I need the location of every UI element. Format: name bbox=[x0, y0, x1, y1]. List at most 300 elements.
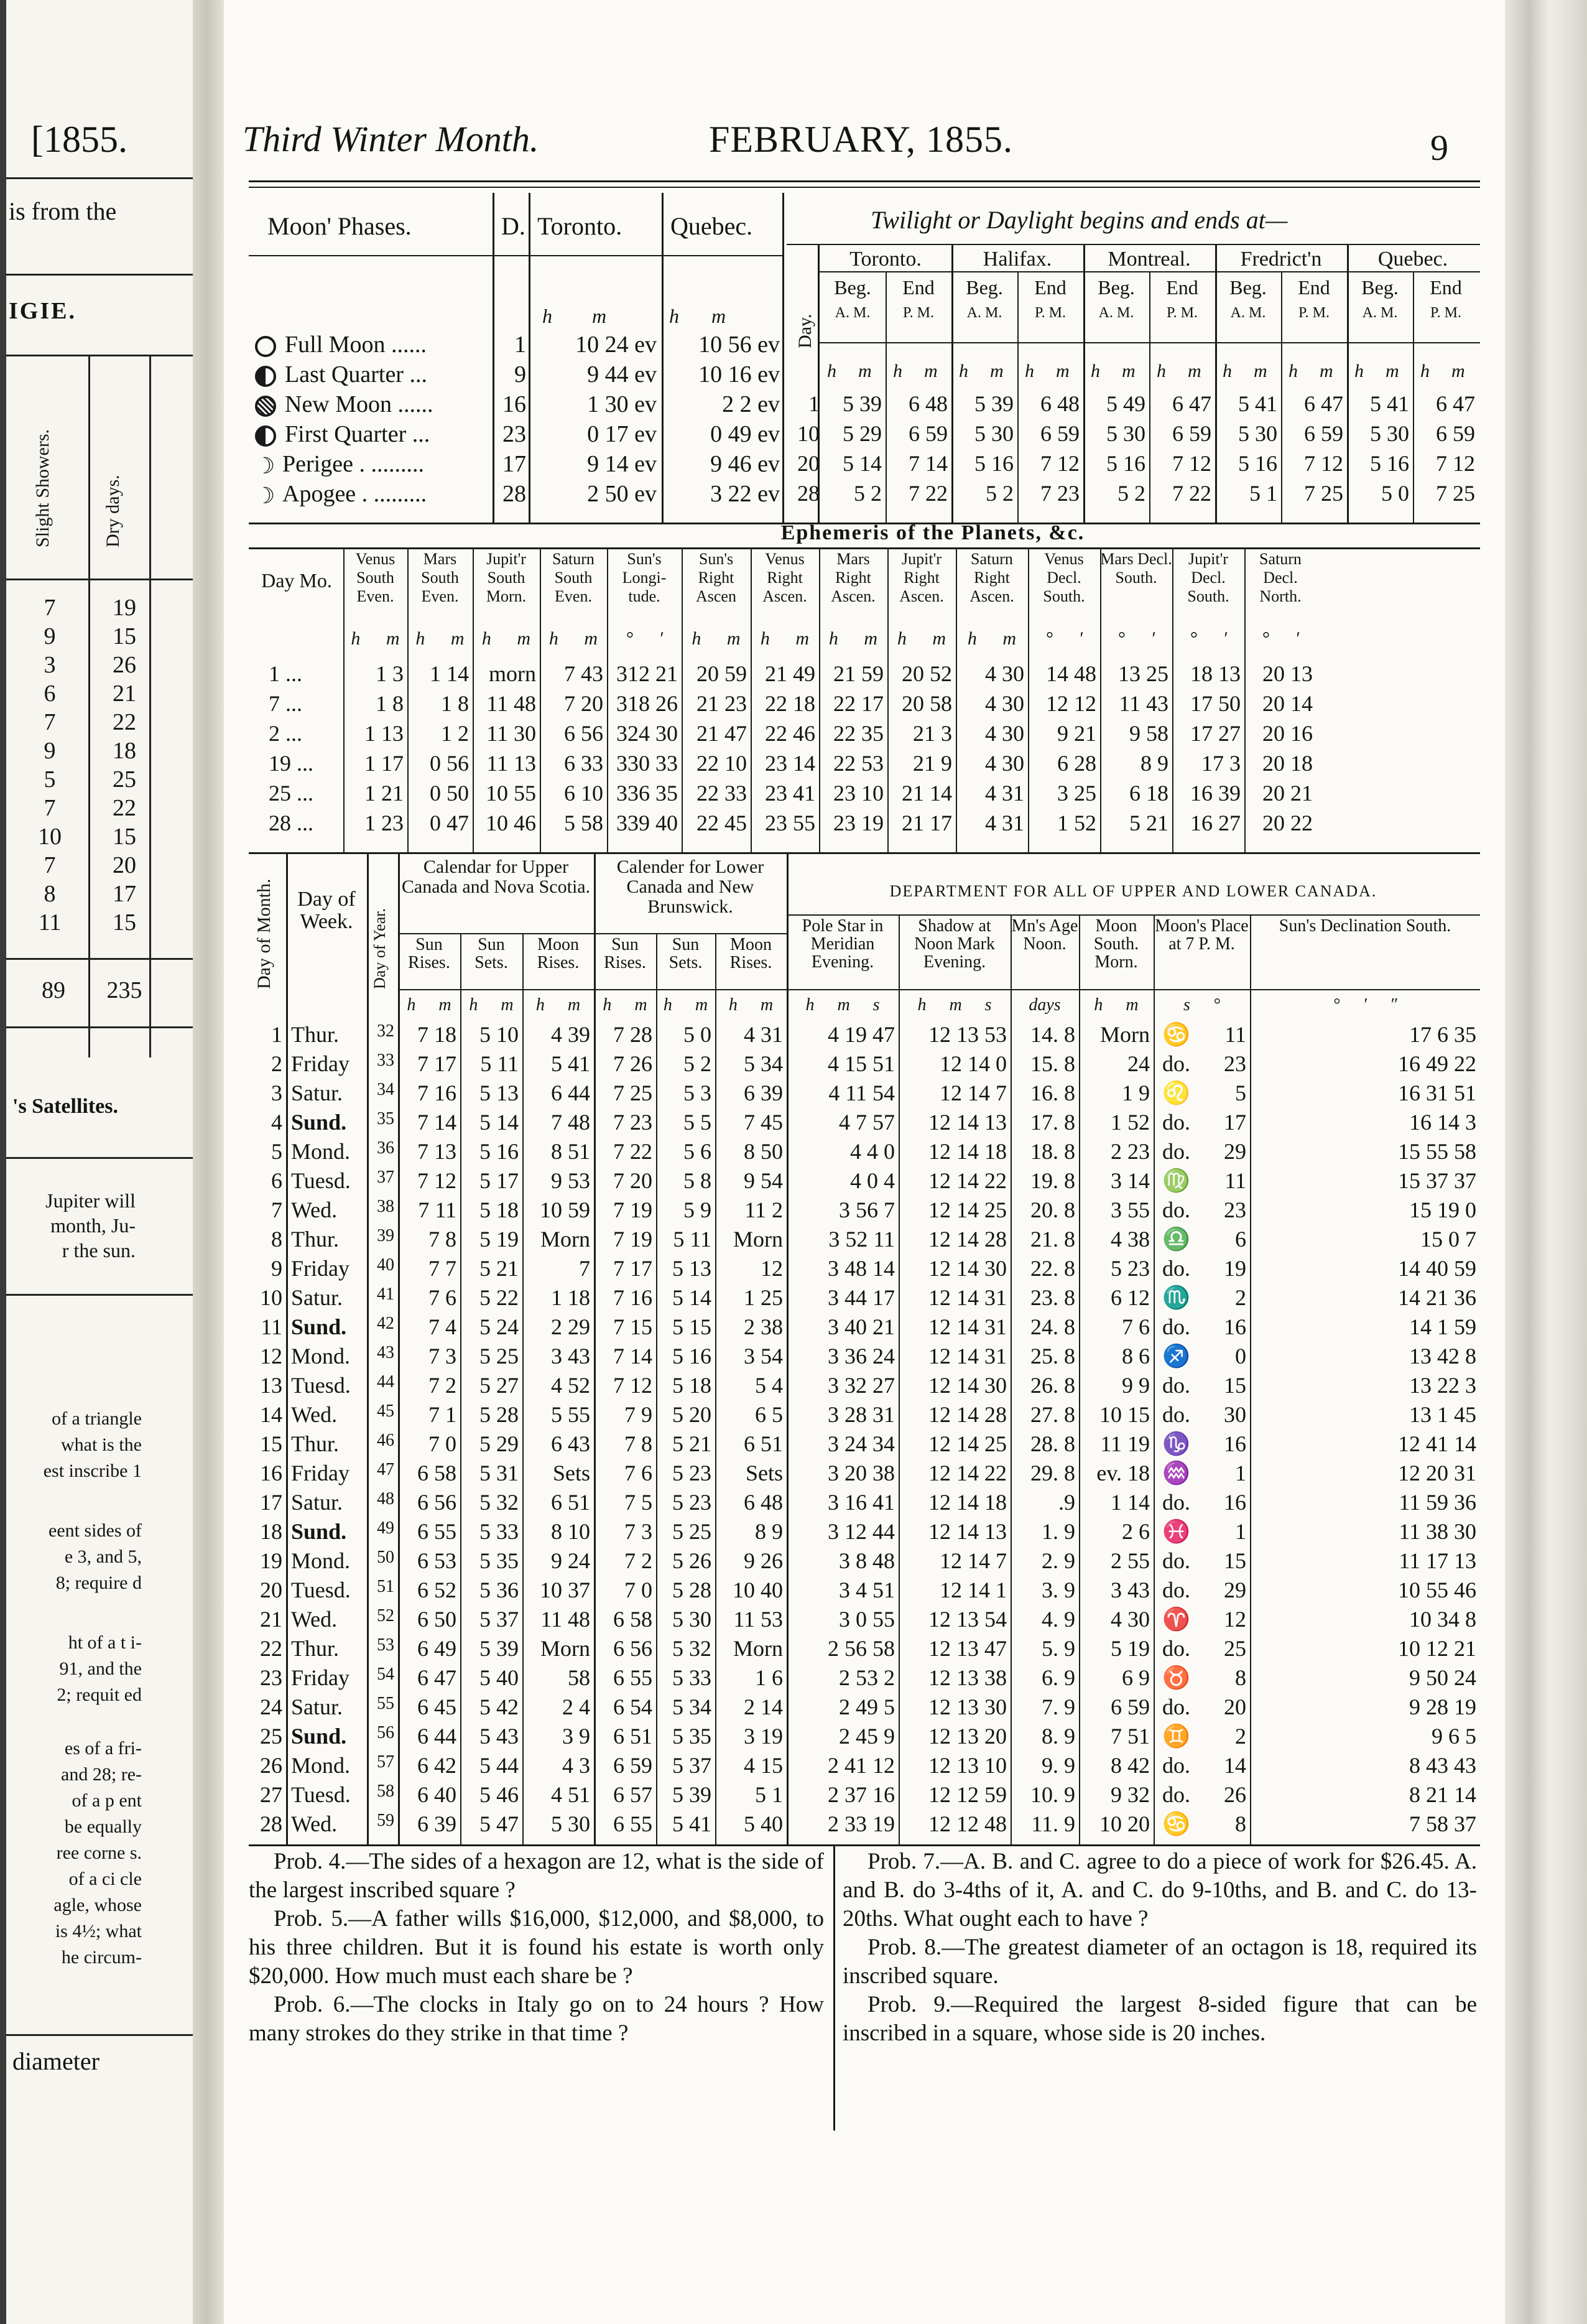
calendar-sub-head: Moon Rises. bbox=[729, 935, 772, 972]
twilight-day: 10 bbox=[797, 421, 820, 446]
calendar-cell: 11. 9 bbox=[1031, 1811, 1075, 1836]
calendar-cell: 13 bbox=[260, 1373, 282, 1398]
calendar-cell: 12 14 0 bbox=[940, 1051, 1007, 1076]
calendar-cell: Mond. bbox=[291, 1548, 351, 1573]
calendar-cell: 8 51 bbox=[551, 1139, 590, 1164]
rule bbox=[493, 193, 494, 523]
zodiac-sign-icon: ♐ bbox=[1162, 1344, 1190, 1369]
calendar-cell: 26 bbox=[260, 1753, 282, 1778]
calendar-cell: 7 14 bbox=[613, 1344, 652, 1369]
calendar-cell: 5 23 bbox=[672, 1461, 711, 1485]
calendar-unit: h m bbox=[1094, 995, 1139, 1015]
phase-name: New Moon ...... bbox=[285, 391, 433, 417]
moon-phase-row bbox=[255, 331, 427, 358]
full-moon-icon bbox=[255, 336, 276, 357]
calendar-cell: 5 21 bbox=[672, 1431, 711, 1456]
zodiac-sign-icon: ♋ bbox=[1162, 1811, 1190, 1836]
calendar-cell: 10 12 21 bbox=[1398, 1636, 1476, 1661]
twilight-time: 5 41 bbox=[1238, 391, 1277, 416]
calendar-cell: 54 bbox=[377, 1665, 394, 1684]
calendar-cell: 5 34 bbox=[672, 1694, 711, 1719]
calendar-cell: 43 bbox=[377, 1343, 394, 1362]
text-line: what is the bbox=[61, 1434, 142, 1455]
calendar-cell: 33 bbox=[377, 1051, 394, 1070]
ephemeris-cell: 21 59 bbox=[833, 661, 884, 686]
end-head: End bbox=[1430, 276, 1462, 299]
calendar-cell: 23 bbox=[1224, 1197, 1246, 1222]
calendar-unit: days bbox=[1029, 995, 1061, 1015]
calendar-cell: 12 20 31 bbox=[1398, 1461, 1476, 1485]
calendar-cell: 6 57 bbox=[613, 1782, 652, 1807]
calendar-cell: 14 40 59 bbox=[1398, 1256, 1476, 1281]
calendar-cell: 11 bbox=[1224, 1168, 1246, 1193]
calendar-cell: 5 25 bbox=[672, 1519, 711, 1544]
calendar-cell: 18. 8 bbox=[1030, 1139, 1075, 1164]
unit-label: m bbox=[924, 361, 938, 381]
problem-9: Prob. 9.—Required the largest 8-sided figure that can be inscribed in a square, whose side is 20 inches. bbox=[843, 1992, 1477, 2046]
calendar-cell: .9 bbox=[1058, 1490, 1075, 1515]
calendar-cell: 3 28 31 bbox=[828, 1402, 895, 1427]
ephemeris-col-head: Jupit'r Decl. South. bbox=[1187, 550, 1229, 605]
quebec-time: 10 16 ev bbox=[698, 361, 780, 388]
calendar-cell: 49 bbox=[377, 1518, 394, 1538]
twilight-time: 5 29 bbox=[843, 421, 882, 446]
text-line: e 3, and 5, bbox=[64, 1546, 142, 1567]
calendar-cell: 20 bbox=[260, 1578, 282, 1602]
phase-day: 23 bbox=[502, 421, 526, 447]
col-head-showers: Slight Showers. bbox=[32, 429, 53, 547]
moon-phase-row bbox=[255, 391, 433, 418]
calendar-cell: 5 26 bbox=[672, 1548, 711, 1573]
city-head: Fredrict'n bbox=[1240, 248, 1322, 271]
twilight-time: 5 49 bbox=[1106, 391, 1145, 416]
showers-value: 9 bbox=[44, 738, 56, 764]
calendar-cell: 8 43 43 bbox=[1409, 1753, 1476, 1778]
calendar-unit: h m bbox=[728, 995, 774, 1015]
dry-days-value: 19 bbox=[113, 595, 136, 621]
calendar-cell: 19. 8 bbox=[1030, 1168, 1075, 1193]
zodiac-sign-icon: ♋ bbox=[1162, 1022, 1190, 1047]
calendar-cell: Morn bbox=[733, 1636, 783, 1661]
calendar-cell: 2 bbox=[1235, 1285, 1246, 1310]
calendar-cell: Morn bbox=[540, 1227, 590, 1252]
twilight-time: 6 59 bbox=[909, 421, 948, 446]
text-line: he circum- bbox=[61, 1947, 142, 1968]
calendar-cell: 5 18 bbox=[479, 1197, 519, 1222]
zodiac-sign-icon: ♒ bbox=[1162, 1461, 1190, 1485]
twilight-time: 5 30 bbox=[1106, 421, 1145, 446]
ephemeris-cell: 19 ... bbox=[269, 751, 313, 776]
ephemeris-col-head: Venus South Even. bbox=[355, 550, 396, 605]
calendar-cell: 7 20 bbox=[613, 1168, 652, 1193]
total-dry-days: 235 bbox=[106, 977, 142, 1003]
ephemeris-cell: 23 55 bbox=[765, 811, 815, 835]
phase-name: Full Moon ...... bbox=[285, 332, 427, 358]
rule bbox=[6, 958, 193, 960]
calendar-cell: 2. 9 bbox=[1042, 1548, 1075, 1573]
toronto-time: 0 17 ev bbox=[587, 421, 657, 447]
calendar-sub-head: Sun Sets. bbox=[474, 935, 508, 972]
calendar-sub-head: Pole Star in Meridian Evening. bbox=[802, 916, 884, 972]
beg-head: Beg. bbox=[834, 276, 871, 299]
previous-page bbox=[6, 0, 193, 2324]
zodiac-sign-icon: ♍ bbox=[1162, 1168, 1190, 1193]
quebec-time: 0 49 ev bbox=[710, 421, 780, 447]
am-head: A. M. bbox=[966, 305, 1002, 321]
calendar-cell: Sets bbox=[552, 1461, 590, 1485]
phase-name: Apogee . ......... bbox=[282, 481, 427, 507]
dry-days-value: 17 bbox=[113, 881, 136, 907]
calendar-cell: 5 16 bbox=[479, 1139, 519, 1164]
calendar-unit: h m bbox=[663, 995, 708, 1015]
ephemeris-cell: 23 19 bbox=[833, 811, 884, 835]
calendar-cell: 3 32 27 bbox=[828, 1373, 895, 1398]
calendar-unit: h m s bbox=[805, 995, 880, 1015]
calendar-cell: 12 14 18 bbox=[928, 1139, 1007, 1164]
ephemeris-cell: 20 21 bbox=[1262, 781, 1313, 806]
calendar-cell: 21 bbox=[260, 1607, 282, 1632]
calendar-cell: 5 32 bbox=[672, 1636, 711, 1661]
twilight-time: 7 22 bbox=[1172, 481, 1211, 506]
perigee-icon: ☽ bbox=[255, 453, 275, 479]
unit-label: h bbox=[827, 361, 836, 381]
calendar-cell: 5 25 bbox=[479, 1344, 519, 1369]
ephemeris-unit: h m bbox=[481, 628, 531, 649]
beg-head: Beg. bbox=[966, 276, 1003, 299]
rule bbox=[88, 355, 90, 1057]
calendar-cell: 6 45 bbox=[417, 1694, 456, 1719]
calendar-cell: 5 39 bbox=[672, 1782, 711, 1807]
lower-canada-head: Calender for Lower Canada and New Brunswick. bbox=[616, 857, 764, 917]
calendar-cell: 9. 9 bbox=[1042, 1753, 1075, 1778]
ephemeris-cell: 0 50 bbox=[430, 781, 469, 806]
ephemeris-cell: 4 31 bbox=[985, 781, 1024, 806]
problem-4: Prob. 4.—The sides of a hexagon are 12, what is the side of the largest inscribed square ? bbox=[249, 1849, 824, 1903]
ephemeris-cell: 8 9 bbox=[1141, 751, 1168, 776]
calendar-cell: 3 52 11 bbox=[828, 1227, 895, 1252]
calendar-cell: 11 2 bbox=[744, 1197, 783, 1222]
calendar-cell: Mond. bbox=[291, 1344, 351, 1369]
dry-days-value: 20 bbox=[113, 852, 136, 878]
calendar-cell: 4 15 51 bbox=[828, 1051, 895, 1076]
calendar-cell: 5 35 bbox=[672, 1724, 711, 1749]
toronto-head: Toronto. bbox=[537, 212, 622, 240]
ephemeris-col-head: Venus Right Ascen. bbox=[762, 550, 807, 605]
ephemeris-unit: ° ′ bbox=[1261, 628, 1300, 649]
calendar-cell: 16. 8 bbox=[1030, 1081, 1075, 1105]
showers-value: 6 bbox=[44, 681, 56, 707]
showers-value: 10 bbox=[38, 824, 62, 850]
calendar-cell: 32 bbox=[377, 1021, 394, 1041]
quebec-time: 9 46 ev bbox=[710, 451, 780, 477]
calendar-cell: 9 6 5 bbox=[1432, 1724, 1476, 1749]
calendar-cell: 16 bbox=[260, 1461, 282, 1485]
twilight-time: 7 25 bbox=[1436, 481, 1475, 506]
calendar-cell: 1 bbox=[271, 1022, 282, 1047]
calendar-cell: 7 17 bbox=[613, 1256, 652, 1281]
twilight-time: 7 12 bbox=[1304, 451, 1343, 476]
zodiac-sign-icon: do. bbox=[1162, 1139, 1190, 1164]
calendar-cell: 5 20 bbox=[672, 1402, 711, 1427]
ephemeris-cell: 21 17 bbox=[902, 811, 952, 835]
ephemeris-cell: 1 23 bbox=[364, 811, 404, 835]
calendar-cell: 9 32 bbox=[1111, 1782, 1150, 1807]
ephemeris-cell: 11 30 bbox=[486, 721, 536, 746]
showers-value: 7 bbox=[44, 595, 56, 621]
unit-label: h bbox=[1157, 361, 1166, 381]
calendar-cell: 9 28 19 bbox=[1409, 1694, 1476, 1719]
ephemeris-cell: 17 3 bbox=[1201, 751, 1241, 776]
calendar-cell: 12 14 28 bbox=[928, 1402, 1007, 1427]
calendar-cell: 7 6 bbox=[428, 1285, 456, 1310]
text-line: ht of a t i- bbox=[68, 1632, 142, 1653]
dry-days-value: 21 bbox=[113, 681, 136, 707]
calendar-cell: ev. 18 bbox=[1096, 1461, 1150, 1485]
calendar-cell: Tuesd. bbox=[291, 1578, 351, 1602]
calendar-cell: 2 23 bbox=[1111, 1139, 1150, 1164]
calendar-cell: 6 5 bbox=[755, 1402, 783, 1427]
rule bbox=[6, 355, 193, 356]
calendar-cell: 6 44 bbox=[417, 1724, 456, 1749]
text-line: of a triangle bbox=[52, 1408, 142, 1429]
calendar-cell: 1 25 bbox=[744, 1285, 783, 1310]
unit-label: h bbox=[1289, 361, 1298, 381]
calendar-cell: 7 12 bbox=[417, 1168, 456, 1193]
calendar-cell: 5 30 bbox=[551, 1811, 590, 1836]
problem-8: Prob. 8.—The greatest diameter of an octagon is 18, required its inscribed square. bbox=[843, 1935, 1477, 1989]
calendar-cell: 5 bbox=[1235, 1081, 1246, 1105]
pm-head: P. M. bbox=[1430, 305, 1462, 321]
calendar-cell: Friday bbox=[291, 1256, 349, 1281]
calendar-cell: 11 19 bbox=[1100, 1431, 1150, 1456]
calendar-cell: 21. 8 bbox=[1030, 1227, 1075, 1252]
calendar-cell: 27. 8 bbox=[1030, 1402, 1075, 1427]
ephemeris-unit: h m bbox=[967, 628, 1017, 649]
calendar-cell: 14 21 36 bbox=[1398, 1285, 1476, 1310]
calendar-cell: 22. 8 bbox=[1030, 1256, 1075, 1281]
calendar-cell: 1 14 bbox=[1111, 1490, 1150, 1515]
calendar-unit: h m bbox=[535, 995, 581, 1015]
ephemeris-cell: 21 14 bbox=[902, 781, 952, 806]
calendar-cell: 2 33 19 bbox=[828, 1811, 895, 1836]
calendar-cell: 23. 8 bbox=[1030, 1285, 1075, 1310]
rule bbox=[6, 2034, 193, 2036]
calendar-cell: 8 10 bbox=[551, 1519, 590, 1544]
city-head: Montreal. bbox=[1108, 248, 1191, 271]
calendar-cell: 6 56 bbox=[613, 1636, 652, 1661]
calendar-cell: 6 59 bbox=[1111, 1694, 1150, 1719]
ephemeris-cell: 17 27 bbox=[1190, 721, 1241, 746]
calendar-cell: 16 bbox=[1224, 1490, 1246, 1515]
ephemeris-cell: 9 21 bbox=[1057, 721, 1096, 746]
calendar-cell: 7. 9 bbox=[1042, 1694, 1075, 1719]
problem-fragment bbox=[6, 1518, 142, 1596]
twilight-time: 5 16 bbox=[974, 451, 1014, 476]
twilight-day: 1 bbox=[808, 391, 820, 416]
calendar-cell: 4 11 54 bbox=[828, 1081, 895, 1105]
ephemeris-unit: h m bbox=[351, 628, 400, 649]
calendar-cell: 10 59 bbox=[540, 1197, 590, 1222]
calendar-cell: 6 9 bbox=[1122, 1665, 1150, 1690]
calendar-cell: 12 41 14 bbox=[1398, 1431, 1476, 1456]
calendar-cell: 24 bbox=[1127, 1051, 1150, 1076]
calendar-cell: 7 9 bbox=[624, 1402, 652, 1427]
ephemeris-cell: 10 55 bbox=[486, 781, 536, 806]
twilight-time: 5 39 bbox=[974, 391, 1014, 416]
zodiac-sign-icon: do. bbox=[1162, 1636, 1190, 1661]
ephemeris-cell: 22 53 bbox=[833, 751, 884, 776]
calendar-cell: 25. 8 bbox=[1030, 1344, 1075, 1369]
ephemeris-cell: 5 21 bbox=[1129, 811, 1168, 835]
twilight-time: 6 47 bbox=[1436, 391, 1475, 416]
calendar-cell: 55 bbox=[377, 1694, 394, 1713]
quebec-time: 2 2 ev bbox=[722, 391, 780, 417]
calendar-cell: 7 16 bbox=[417, 1081, 456, 1105]
calendar-cell: 3 4 51 bbox=[839, 1578, 895, 1602]
rule bbox=[818, 271, 1480, 272]
dry-days-value: 22 bbox=[113, 795, 136, 821]
calendar-cell: 5 15 bbox=[672, 1314, 711, 1339]
calendar-cell: 14 bbox=[1224, 1753, 1246, 1778]
unit-label: m bbox=[1188, 361, 1201, 381]
calendar-cell: 7 2 bbox=[624, 1548, 652, 1573]
calendar-cell: 5 19 bbox=[1111, 1636, 1150, 1661]
zodiac-sign-icon: ♊ bbox=[1162, 1724, 1190, 1749]
calendar-cell: 5 30 bbox=[672, 1607, 711, 1632]
moon-phase-row bbox=[255, 450, 424, 478]
beg-head: Beg. bbox=[1361, 276, 1399, 299]
calendar-cell: 39 bbox=[377, 1226, 394, 1245]
calendar-cell: 40 bbox=[377, 1255, 394, 1275]
twilight-time: 5 14 bbox=[843, 451, 882, 476]
calendar-cell: 5 19 bbox=[479, 1227, 519, 1252]
calendar-cell: 3 44 17 bbox=[828, 1285, 895, 1310]
ephemeris-cell: 20 14 bbox=[1262, 691, 1313, 716]
calendar-cell: 6 12 bbox=[1111, 1285, 1150, 1310]
ephemeris-cell: 28 ... bbox=[269, 811, 313, 835]
calendar-cell: 2 14 bbox=[744, 1694, 783, 1719]
page-title: FEBRUARY, 1855. bbox=[709, 119, 1014, 160]
ephemeris-cell: 25 ... bbox=[269, 781, 313, 806]
ephemeris-cell: 20 18 bbox=[1262, 751, 1313, 776]
calendar-cell: 12 14 31 bbox=[928, 1344, 1007, 1369]
calendar-cell: 12 13 53 bbox=[928, 1022, 1007, 1047]
calendar-cell: 5 1 bbox=[755, 1782, 783, 1807]
am-head: A. M. bbox=[1098, 305, 1134, 321]
calendar-cell: 5 29 bbox=[479, 1431, 519, 1456]
ephemeris-cell: 330 33 bbox=[616, 751, 678, 776]
zodiac-sign-icon: do. bbox=[1162, 1548, 1190, 1573]
calendar-cell: 12 14 30 bbox=[928, 1373, 1007, 1398]
calendar-cell: 12 13 54 bbox=[928, 1607, 1007, 1632]
calendar-cell: 15 55 58 bbox=[1398, 1139, 1476, 1164]
calendar-cell: 26. 8 bbox=[1030, 1373, 1075, 1398]
rule bbox=[818, 342, 1480, 343]
col-head-dry-days: Dry days. bbox=[103, 475, 123, 547]
calendar-cell: Friday bbox=[291, 1051, 349, 1076]
calendar-cell: 7 5 bbox=[624, 1490, 652, 1515]
calendar-cell: Wed. bbox=[291, 1402, 338, 1427]
calendar-unit: h m bbox=[407, 995, 451, 1015]
ephemeris-cell: 16 27 bbox=[1190, 811, 1241, 835]
zodiac-sign-icon: do. bbox=[1162, 1782, 1190, 1807]
ephemeris-cell: 0 47 bbox=[430, 811, 469, 835]
ephemeris-cell: 17 50 bbox=[1190, 691, 1241, 716]
calendar-cell: Satur. bbox=[291, 1285, 343, 1310]
calendar-cell: 10 34 8 bbox=[1409, 1607, 1476, 1632]
twilight-time: 6 47 bbox=[1172, 391, 1211, 416]
ephemeris-col-head: Mars Right Ascen. bbox=[831, 550, 876, 605]
calendar-cell: 10 40 bbox=[733, 1578, 783, 1602]
rule bbox=[249, 547, 1480, 549]
city-head: Quebec. bbox=[1377, 248, 1448, 271]
calendar-cell: 5 37 bbox=[672, 1753, 711, 1778]
calendar-cell: Mond. bbox=[291, 1139, 351, 1164]
zodiac-sign-icon: do. bbox=[1162, 1314, 1190, 1339]
calendar-cell: Tuesd. bbox=[291, 1782, 351, 1807]
calendar-cell: 12 14 30 bbox=[928, 1256, 1007, 1281]
unit-label: h bbox=[1354, 361, 1364, 381]
calendar-cell: 9 9 bbox=[1122, 1373, 1150, 1398]
calendar-cell: 1 bbox=[1235, 1461, 1246, 1485]
ephemeris-cell: 23 10 bbox=[833, 781, 884, 806]
calendar-cell: 8 6 bbox=[1122, 1344, 1150, 1369]
moon-phase-row bbox=[255, 361, 427, 388]
zodiac-sign-icon: ♉ bbox=[1162, 1665, 1190, 1690]
calendar-cell: 12 13 30 bbox=[928, 1694, 1007, 1719]
rule bbox=[398, 933, 787, 934]
calendar-cell: 7 7 bbox=[428, 1256, 456, 1281]
ephemeris-cell: 20 59 bbox=[696, 661, 747, 686]
twilight-time: 5 30 bbox=[1238, 421, 1277, 446]
calendar-cell: 4 38 bbox=[1111, 1227, 1150, 1252]
rule bbox=[787, 244, 1480, 245]
calendar-cell: 3 36 24 bbox=[828, 1344, 895, 1369]
calendar-unit: s ° bbox=[1183, 995, 1221, 1015]
calendar-cell: 6 40 bbox=[417, 1782, 456, 1807]
showers-value: 5 bbox=[44, 766, 56, 792]
calendar-cell: 15. 8 bbox=[1030, 1051, 1075, 1076]
calendar-cell: 6 59 bbox=[613, 1753, 652, 1778]
calendar-cell: 5 23 bbox=[672, 1490, 711, 1515]
calendar-cell: 12 14 7 bbox=[940, 1081, 1007, 1105]
zodiac-sign-icon: do. bbox=[1162, 1197, 1190, 1222]
text-line: of a ci cle bbox=[68, 1869, 142, 1889]
calendar-cell: 2 38 bbox=[744, 1314, 783, 1339]
city-head: Toronto. bbox=[849, 248, 922, 271]
calendar-cell: 12 14 22 bbox=[928, 1461, 1007, 1485]
problems-left bbox=[249, 1848, 824, 2048]
calendar-cell: 44 bbox=[377, 1372, 394, 1392]
unit-label: m bbox=[1056, 361, 1070, 381]
new-moon-icon bbox=[255, 396, 276, 417]
rule bbox=[6, 1026, 193, 1028]
calendar-cell: 6 56 bbox=[417, 1490, 456, 1515]
ephemeris-unit: ° ′ bbox=[625, 628, 664, 649]
calendar-cell: 5 17 bbox=[479, 1168, 519, 1193]
unit-label: m bbox=[990, 361, 1004, 381]
showers-value: 7 bbox=[44, 795, 56, 821]
calendar-cell: 1. 9 bbox=[1042, 1519, 1075, 1544]
toronto-time: 10 24 ev bbox=[575, 332, 657, 358]
twilight-time: 7 12 bbox=[1040, 451, 1080, 476]
calendar-cell: 56 bbox=[377, 1723, 394, 1742]
ephemeris-cell: 23 41 bbox=[765, 781, 815, 806]
calendar-cell: 12 13 10 bbox=[928, 1753, 1007, 1778]
day-head: Day. bbox=[795, 314, 815, 348]
calendar-cell: 7 58 37 bbox=[1409, 1811, 1476, 1836]
unit-m: m bbox=[711, 305, 726, 327]
